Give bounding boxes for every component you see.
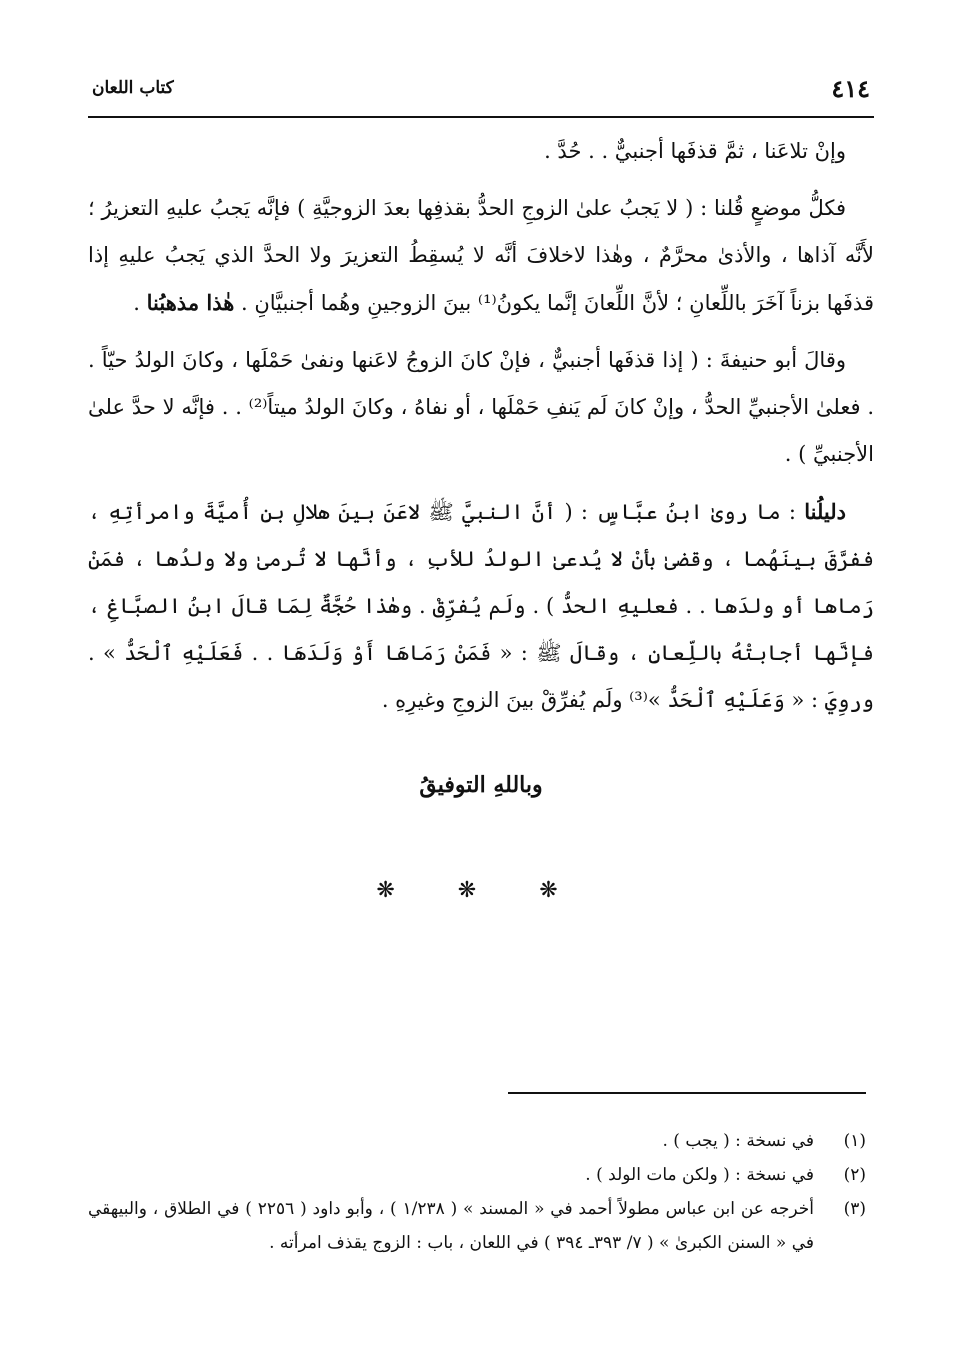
- closing-formula: وباللهِ التوفيقُ: [419, 772, 543, 798]
- paragraph-2-text: فكلُّ موضعٍ قُلنا : ( لا يَجبُ علىٰ الزوجِ الحدُّ بقذفِها بعدَ الزوجيَّةِ ) فإنَّه يَجبُ عليهِ التعزيرُ ؛ لأَنَّه آذاها ، والأذىٰ محرَّمٌ ، وهٰذا لاخلافَ أنَّه لا يُسقِطُ التعزيرَ ولا الحدَّ الذي يَجبُ عليهِ إذا قذفَها بزناً آخَرَ باللِّعانِ ؛ لأنَّ اللِّعانَ إنَّما يكونُ⁽¹⁾ بينَ الزوجينِ وهُما أجنبيَّانِ .: [88, 196, 874, 315]
- page-header: [88, 72, 874, 118]
- main-text: [88, 128, 874, 734]
- paragraph-4-lead: دليلُنا: [804, 499, 846, 524]
- running-title: كتاب اللعان: [92, 78, 174, 98]
- paragraph-3: وقالَ أبو حنيفةَ : ( إذا قذفَها أجنبيٌّ ، فإنْ كانَ الزوجُ لاعَنها ونفىٰ حَمْلَها ، وكانَ الولدُ حيّاً . . فعلىٰ الأجنبيِّ الحدُّ ، وإنْ كانَ لَم يَنفِ حَمْلَها ، أو نفاهُ ، وكانَ الولدُ ميتاً⁽²⁾ . . فإنَّه لا حدَّ علىٰ الأجنبيِّ ) .: [88, 348, 874, 466]
- paragraph-4: [88, 488, 874, 724]
- paragraph-4-text: : ما روىٰ ابنُ عبَّاسٍ : ( أنَّ النبيَّ ﷺ لاعَنَ بينَ هلالِ بنِ أُميَّةَ وامرأتِهِ ، ففرَّقَ بينَهُما ، وقضىٰ بأنْ لا يُدعىٰ الولدُ للأبِ ، وأنَّها لا تُرمىٰ ولا ولدُها ، فمَنْ رَماها أو ولدَها . . فعليهِ الحدُّ ) . ولَم يُفرِّقْ . وهٰذا حُجَّةٌ لِمَا قالَ ابنُ الصبَّاغِ ، فإنَّها أجابتْهُ باللِّعانِ ، وقالَ ﷺ : « فَمَنْ رَمَاهَا أَوْ وَلَدَهَا . . فَعَلَيْهِ ٱلْحَدُّ » . وروِيَ : « وَعَلَيْهِ ٱلْحَدُّ »⁽³⁾ ولَم يُفرِّقْ بينَ الزوجِ وغيرِهِ .: [88, 500, 874, 712]
- footnote-number: (٢): [843, 1165, 866, 1185]
- footnote: [88, 1158, 866, 1192]
- page-number: ٤١٤: [831, 74, 870, 103]
- paragraph-2: فكلُّ موضعٍ قُلنا : ( لا يَجبُ علىٰ الزوجِ الحدُّ بقذفِها بعدَ الزوجيَّةِ ) فإنَّه يَجبُ عليهِ التعزيرُ ؛ لأَنَّه آذاها ، والأذىٰ محرَّمٌ ، وهٰذا لاخلافَ أنَّه لا يُسقِطُ التعزيرَ ولا الحدَّ الذي يَجبُ عليهِ إذا قذفَها بزناً آخَرَ باللِّعانِ ؛ لأنَّ اللِّعانَ إنَّما يكونُ⁽¹⁾ بينَ الزوجينِ وهُما أجنبيَّانِ . هٰذا مذهبُنا .: [88, 196, 874, 315]
- section-separator: ❋ ❋ ❋: [376, 878, 586, 903]
- footnote: [88, 1124, 866, 1158]
- footnote-rule: [508, 1092, 866, 1094]
- footnote-text: أخرجه عن ابن عباس مطولاً أحمد في « المسند » ( ١/٢٣٨ ) ، وأبو داود ( ٢٢٥٦ ) في الطلاق ، والبيهقي في « السنن الكبرىٰ » ( ٧/ ٣٩٣ـ ٣٩٤ ) في اللعان ، باب : الزوج يقذف امرأته .: [88, 1199, 814, 1253]
- footnote-text: في نسخة : ( يجب ) .: [662, 1131, 814, 1151]
- footnote-number: (١): [843, 1131, 866, 1151]
- paragraph-2-emphasis: هٰذا مذهبُنا: [146, 290, 235, 315]
- paragraph-1: وإنْ تلاعَنا ، ثمَّ قذفَها أجنبيٌّ . . حُدَّ .: [544, 139, 846, 163]
- footnote: [88, 1192, 866, 1260]
- footnote-text: في نسخة : ( ولكن مات الولد ) .: [585, 1165, 814, 1185]
- footnote-number: (٣): [843, 1199, 866, 1219]
- footnotes: [88, 1124, 866, 1260]
